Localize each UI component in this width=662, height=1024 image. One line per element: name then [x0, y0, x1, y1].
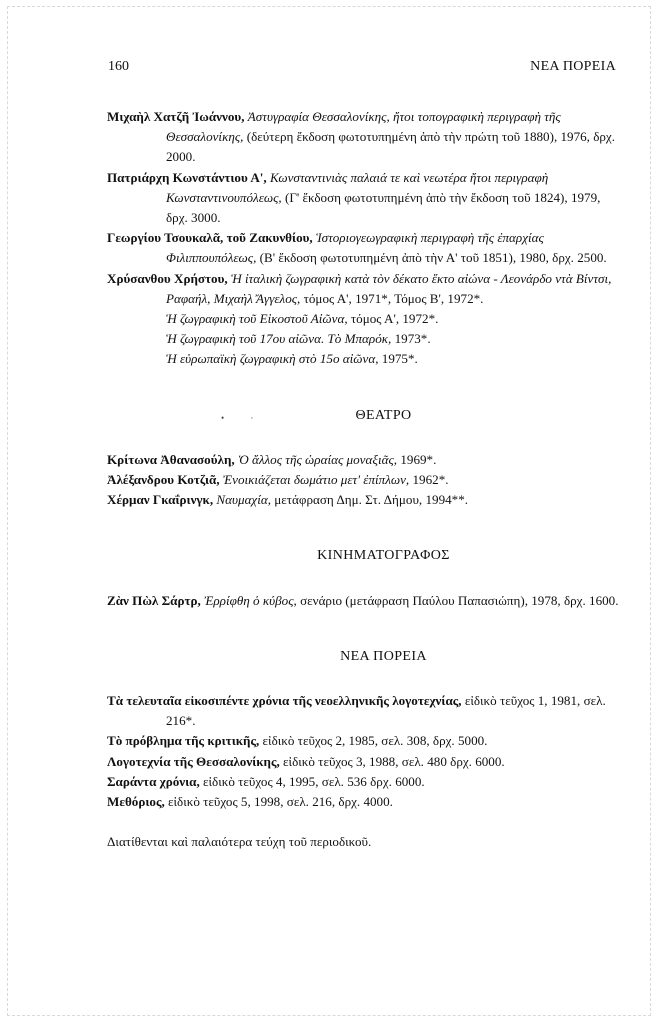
list-item: [107, 269, 620, 309]
list-item: [107, 329, 620, 349]
entry-details: εἰδικὸ τεῦχος 5, 1998, σελ. 216, δρχ. 4000.: [168, 794, 393, 810]
spacer: [107, 611, 620, 647]
entry-details: εἰδικὸ τεῦχος 4, 1995, σελ. 536 δρχ. 6000.: [203, 773, 425, 789]
entry-author: Ἀλέξανδρου Κοτζιᾶ,: [107, 472, 220, 488]
entry-details: τόμος Α', 1971*, Τόμος Β', 1972*.: [303, 290, 484, 306]
entry-details: 1975*.: [381, 351, 418, 367]
entry-details: μετάφραση Δημ. Στ. Δήμου, 1994**.: [274, 492, 469, 508]
entry-title: Ναυμαχία,: [216, 492, 271, 508]
entry-title: Ἡ ζωγραφικὴ τοῦ 17ου αἰῶνα. Τὸ Μπαρόκ,: [166, 331, 392, 347]
entry-details: εἰδικὸ τεῦχος 3, 1988, σελ. 480 δρχ. 6000.: [283, 753, 505, 769]
list-item: [107, 772, 620, 792]
entry-title: Τὸ πρόβλημα τῆς κριτικῆς,: [107, 733, 260, 749]
entry-author: Μιχαὴλ Χατζῆ Ἰωάννου,: [107, 109, 245, 124]
page-number: 160: [108, 59, 129, 74]
decorative-dots: • ·: [221, 413, 266, 423]
list-item: [107, 470, 620, 490]
entry-details: (δεύτερη ἔκδοση φωτοτυπημένη ἀπὸ τὴν πρώτη τοῦ 1880), 1976, δρχ. 2000.: [166, 129, 616, 165]
entry-title: Μεθόριος,: [107, 794, 165, 810]
entry-details: 1969*.: [400, 451, 437, 467]
entry-title: Ἱστοριογεωγραφικὴ περιγραφὴ τῆς ἐπαρχίας Φιλιππουπόλεως,: [166, 230, 544, 266]
section-heading-theatre: ΘΕΑΤΡΟ: [355, 407, 412, 423]
list-item: [107, 792, 620, 812]
entry-details: εἰδικὸ τεῦχος 2, 1985, σελ. 308, δρχ. 5000.: [262, 733, 488, 749]
entry-details: εἰδικὸ τεῦχος 1, 1981, σελ. 216*.: [166, 693, 606, 729]
entry-details: τόμος Α', 1972*.: [350, 311, 439, 327]
entry-details: 1962*.: [412, 472, 449, 488]
list-item: [107, 309, 620, 329]
book-list: [107, 107, 620, 852]
entry-title: Ἐνοικιάζεται δωμάτιο μετ' ἐπίπλων,: [222, 472, 410, 488]
list-item: [107, 228, 620, 268]
spacer: [107, 667, 620, 691]
running-head: ΝΕΑ ΠΟΡΕΙΑ: [530, 59, 616, 74]
list-item: [107, 591, 620, 611]
spacer: [107, 567, 620, 591]
entry-title: Ἐρρίφθη ὁ κύβος,: [204, 592, 297, 608]
list-item: [107, 168, 620, 229]
entry-details: 1973*.: [394, 331, 431, 347]
entry-details: (Β' ἔκδοση φωτοτυπημένη ἀπὸ τὴν Α' τοῦ 1851), 1980, δρχ. 2500.: [259, 250, 607, 266]
entry-title: Τὰ τελευταῖα εἰκοσιπέντε χρόνια τῆς νεοελληνικῆς λογοτεχνίας,: [107, 693, 462, 709]
entry-title: Ὁ ἄλλος τῆς ὡραίας μοναξιᾶς,: [237, 451, 398, 467]
spacer: [107, 370, 620, 406]
entry-author: Πατριάρχη Κωνστάντιου Α',: [107, 169, 267, 185]
list-item: [107, 349, 620, 369]
section-heading-cinema: ΚΙΝΗΜΑΤΟΓΡΑΦΟΣ: [317, 548, 450, 564]
list-item: [107, 752, 620, 772]
list-item: [107, 731, 620, 751]
entry-author: Χέρμαν Γκαΐρινγκ,: [107, 492, 214, 508]
entry-title: Ἡ εὐρωπαϊκὴ ζωγραφικὴ στὸ 15ο αἰῶνα,: [166, 351, 379, 367]
entry-title: Σαράντα χρόνια,: [107, 773, 200, 789]
list-item: [107, 490, 620, 510]
entry-title: Ἡ ζωγραφικὴ τοῦ Εἰκοστοῦ Αἰῶνα,: [166, 311, 348, 327]
spacer: [107, 812, 620, 832]
entry-title: Λογοτεχνία τῆς Θεσσαλονίκης,: [107, 753, 280, 769]
spacer: [107, 426, 620, 450]
entry-title: Ἡ ἰταλικὴ ζωγραφικὴ κατὰ τὸν δέκατο ἕκτο αἰώνα - Λεονάρδο ντὰ Βίντσι, Ραφαήλ, Μιχαὴλ Ἄγγελος,: [166, 270, 612, 306]
entry-author: Κρίτωνα Ἀθανασούλη,: [107, 451, 235, 467]
entry-details: σενάριο (μετάφραση Παύλου Παπασιώπη), 1978, δρχ. 1600.: [300, 592, 619, 608]
list-item: [107, 107, 620, 168]
spacer: [107, 510, 620, 546]
entry-author: Γεωργίου Τσουκαλᾶ, τοῦ Ζακυνθίου,: [107, 230, 313, 246]
list-item: [107, 450, 620, 470]
section-heading-journal: ΝΕΑ ΠΟΡΕΙΑ: [340, 648, 427, 664]
entry-author: Χρύσανθου Χρήστου,: [107, 270, 228, 286]
entry-details: (Γ' ἔκδοση φωτοτυπημένη ἀπὸ τὴν ἔκδοση τοῦ 1824), 1979, δρχ. 3000.: [166, 189, 601, 226]
footer-note: Διατίθενται καὶ παλαιότερα τεύχη τοῦ περιοδικοῦ.: [107, 834, 372, 850]
entry-title: Κωνσταντινιὰς παλαιά τε καὶ νεωτέρα ἤτοι περιγραφὴ Κωνσταντινουπόλεως,: [166, 169, 549, 205]
entry-title: Ἀστυγραφία Θεσσαλονίκης, ἤτοι τοπογραφικὴ περιγραφὴ τῆς Θεσσαλονίκης,: [166, 109, 561, 145]
list-item: [107, 691, 620, 731]
entry-author: Ζὰν Πὼλ Σάρτρ,: [107, 592, 201, 608]
